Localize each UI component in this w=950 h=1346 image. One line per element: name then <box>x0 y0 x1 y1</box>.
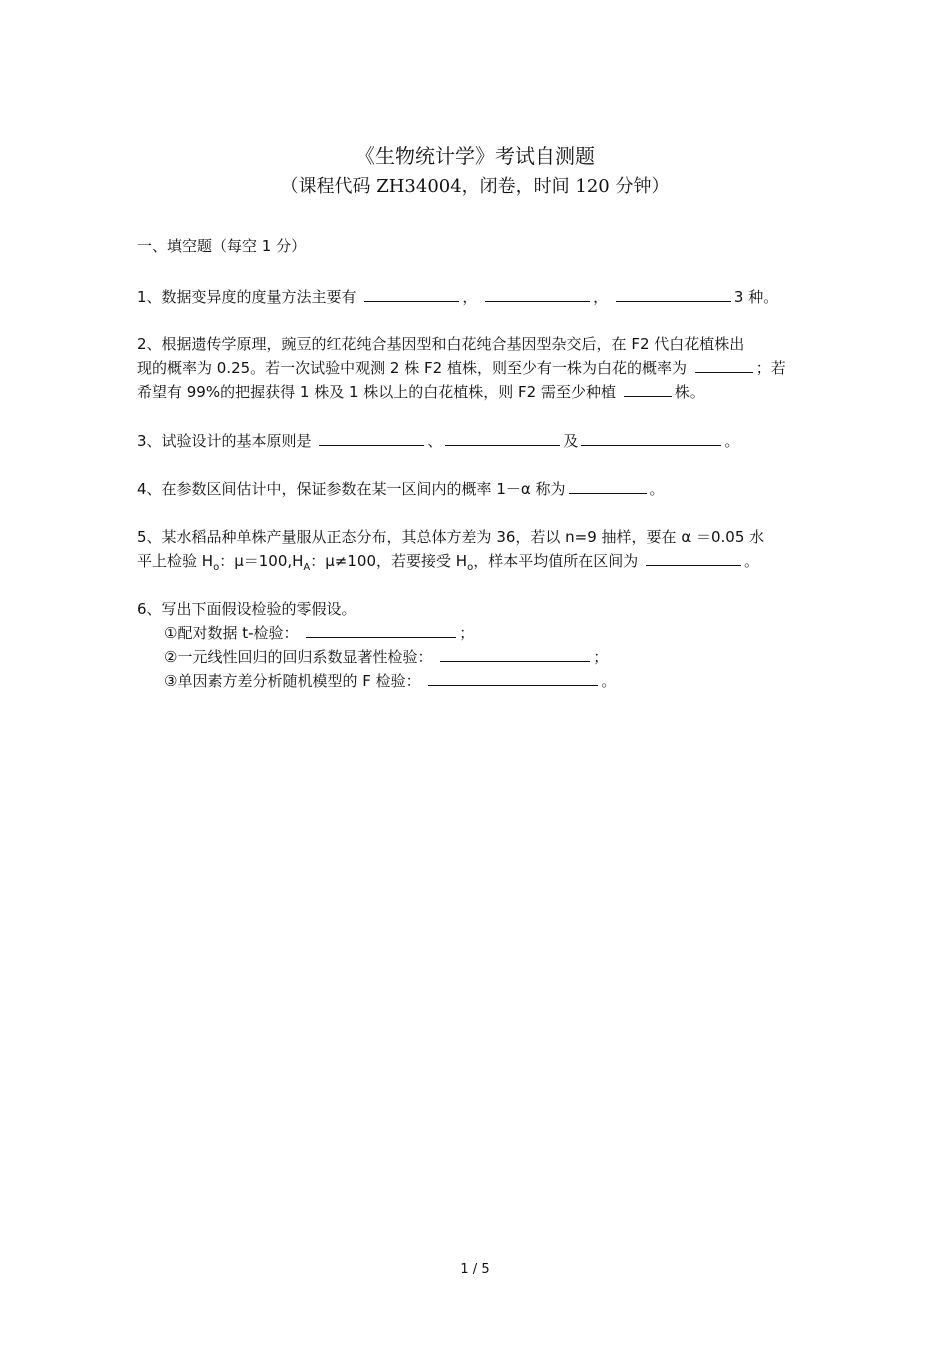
question-3-prefix: 3、试验设计的基本原则是 <box>137 432 312 450</box>
question-3-sep-2: 及 <box>563 432 579 450</box>
question-2-line-2-suffix: ；若 <box>755 359 786 377</box>
question-2-blank-2 <box>624 380 672 397</box>
question-6-blank-3 <box>428 669 598 686</box>
question-4-blank <box>569 477 647 494</box>
question-5-sub-a: A <box>303 562 311 573</box>
question-5-blank <box>646 549 741 566</box>
question-2-blank-1 <box>695 356 753 373</box>
question-3-blank-3 <box>581 429 721 446</box>
question-2-line-2-prefix: 现的概率为 0.25。若一次试验中观测 2 株 F2 植株，则至少有一株为白花的概率为 <box>137 359 687 377</box>
question-2-line-3-suffix: 株。 <box>674 383 705 401</box>
question-4-suffix: 。 <box>649 480 665 498</box>
question-6-item-1-suffix: ； <box>459 624 475 642</box>
question-1 <box>137 285 907 309</box>
document-subtitle: （课程代码 ZH34004，闭卷，时间 120 分钟） <box>280 176 670 197</box>
question-6-item-3 <box>137 669 907 693</box>
question-2-line-2 <box>137 356 907 380</box>
question-5-suffix: 。 <box>743 552 759 570</box>
question-4 <box>137 477 907 501</box>
question-1-sep-1: ， <box>462 288 478 306</box>
question-6-blank-1 <box>306 621 456 638</box>
question-6-item-1 <box>137 621 907 645</box>
question-5-text-c: ：μ≠100，若要接受 H <box>310 552 468 570</box>
question-5-text-b: ：μ＝100,H <box>219 552 304 570</box>
question-5 <box>137 525 907 580</box>
question-3-suffix: 。 <box>724 432 740 450</box>
question-6-blank-2 <box>440 645 590 662</box>
question-6-item-3-suffix: 。 <box>601 672 617 690</box>
question-5-line-2 <box>137 549 907 580</box>
question-1-blank-3 <box>616 285 731 302</box>
question-6-heading: 6、写出下面假设检验的零假设。 <box>137 600 357 618</box>
question-3-blank-1 <box>319 429 424 446</box>
question-2-line-3 <box>137 380 907 404</box>
question-1-sep-2: ， <box>593 288 609 306</box>
question-3-blank-2 <box>445 429 560 446</box>
question-6-item-2 <box>137 645 907 669</box>
question-6-item-3-prefix: ③单因素方差分析随机模型的 F 检验： <box>164 672 421 690</box>
document-title: 《生物统计学》考试自测题 <box>355 144 595 168</box>
question-1-suffix: 3 种。 <box>733 288 779 306</box>
section-heading: 一、填空题（每空 1 分） <box>137 237 307 255</box>
question-1-blank-2 <box>485 285 590 302</box>
question-2-line-1: 2、根据遗传学原理，豌豆的红花纯合基因型和白花纯合基因型杂交后，在 F2 代白花植株出 <box>137 335 745 353</box>
question-2-line-3-prefix: 希望有 99%的把握获得 1 株及 1 株以上的白花植株，则 F2 需至少种植 <box>137 383 616 401</box>
question-3-sep-1: 、 <box>427 432 443 450</box>
question-4-prefix: 4、在参数区间估计中，保证参数在某一区间内的概率 1－α 称为 <box>137 480 566 498</box>
question-5-text-d: ，样本平均值所在区间为 <box>473 552 639 570</box>
question-2 <box>137 332 907 404</box>
question-6-item-1-prefix: ①配对数据 t-检验： <box>164 624 299 642</box>
question-5-sub-0: o <box>213 562 220 573</box>
question-5-text-a: 平上检验 H <box>137 552 214 570</box>
question-5-sub-0b: o <box>467 562 474 573</box>
question-3 <box>137 429 907 453</box>
question-5-line-1: 5、某水稻品种单株产量服从正态分布，其总体方差为 36，若以 n=9 抽样，要在 α ＝0.05 水 <box>137 528 765 546</box>
question-1-blank-1 <box>364 285 459 302</box>
question-6-item-2-prefix: ②一元线性回归的回归系数显著性检验： <box>164 648 433 666</box>
page-number: 1 / 5 <box>460 1262 490 1277</box>
question-1-prefix: 1、数据变异度的度量方法主要有 <box>137 288 357 306</box>
question-6 <box>137 597 907 693</box>
question-6-item-2-suffix: ； <box>593 648 609 666</box>
